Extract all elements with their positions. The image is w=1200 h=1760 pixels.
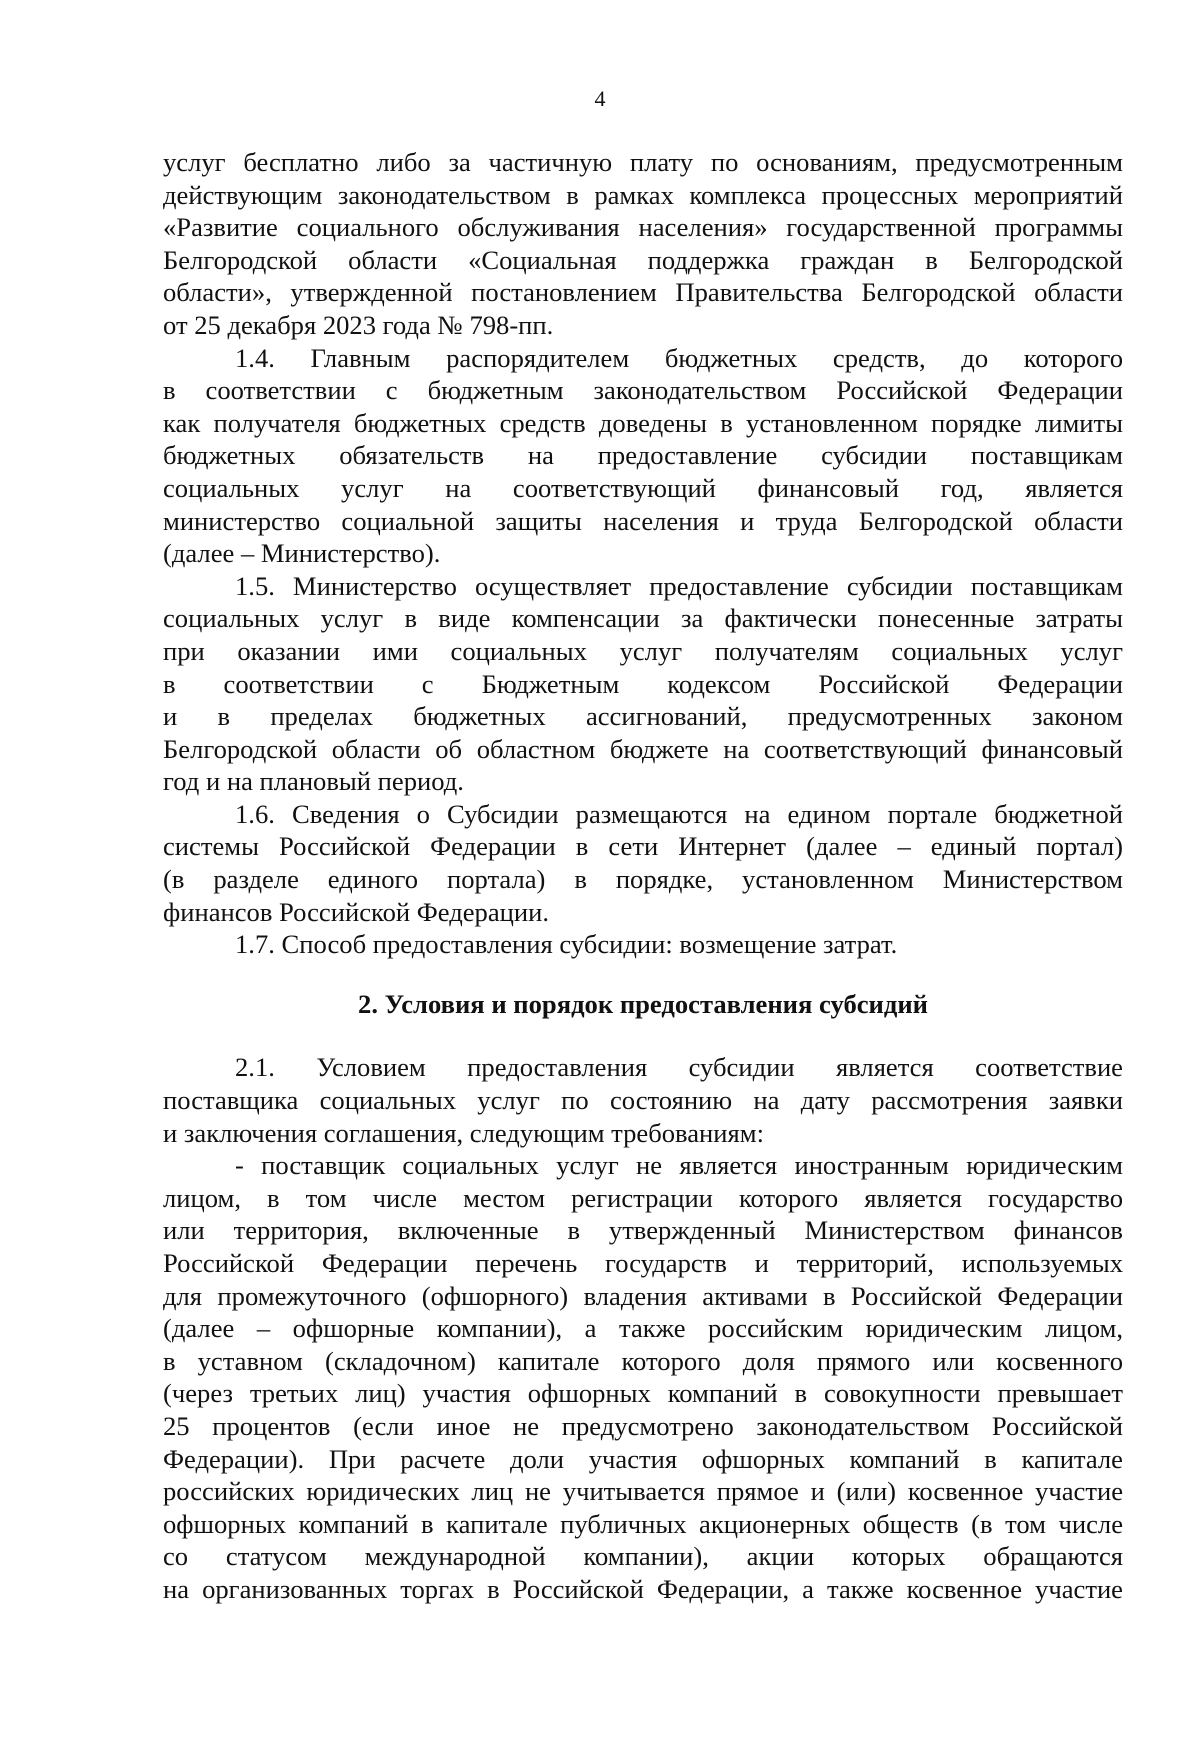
text-line: поставщика социальных услуг по состоянию на дату рассмотрения заявки [163,1085,1123,1116]
document-body [163,146,1123,1606]
paragraph-1-7 [163,928,1123,961]
paragraph-1-6 [163,798,1123,928]
text-line: в соответствии с бюджетным законодательством Российской Федерации [163,375,1123,406]
text-line: и в пределах бюджетных ассигнований, предусмотренных законом [163,701,1123,732]
page-number: 4 [594,86,606,111]
paragraph-1-5 [163,570,1123,798]
text-line: 1.4. Главным распорядителем бюджетных средств, до которого [235,342,1123,373]
text-line: в соответствии с Бюджетным кодексом Российской Федерации [163,668,1123,699]
paragraph-continuation [163,146,1123,342]
text-line: и заключения соглашения, следующим требованиям: [163,1117,764,1148]
text-line: (в разделе единого портала) в порядке, установленном Министерством [163,864,1123,895]
text-line: области», утвержденной постановлением Правительства Белгородской области [163,277,1123,308]
text-line: или территория, включенные в утвержденный Министерством финансов [163,1215,1123,1246]
text-line: (далее – Министерство). [163,538,441,569]
text-line: офшорных компаний в капитале публичных акционерных обществ (в том числе [163,1508,1123,1539]
text-line: (через третьих лиц) участия офшорных компаний в совокупности превышает [163,1378,1123,1409]
paragraph-2-1 [163,1051,1123,1149]
text-line: действующим законодательством в рамках комплекса процессных мероприятий [163,179,1123,210]
text-line: финансов Российской Федерации. [163,896,549,927]
text-line: 1.6. Сведения о Субсидии размещаются на едином портале бюджетной [235,798,1123,829]
paragraph-1-4 [163,342,1123,570]
section-heading: 2. Условия и порядок предоставления субсидий [358,988,928,1019]
text-line: (далее – офшорные компании), а также российским юридическим лицом, [163,1313,1123,1344]
text-line: Федерации). При расчете доли участия офшорных компаний в капитале [163,1443,1123,1474]
text-line: 1.5. Министерство осуществляет предоставление субсидии поставщикам [235,570,1123,601]
text-line: 25 процентов (если иное не предусмотрено законодательством Российской [163,1410,1123,1441]
text-line: министерство социальной защиты населения и труда Белгородской области [163,505,1123,536]
text-line: «Развитие социального обслуживания населения» государственной программы [163,212,1123,243]
text-line: Белгородской области об областном бюджете на соответствующий финансовый [163,733,1123,764]
text-line: Белгородской области «Социальная поддержка граждан в Белгородской [163,244,1123,275]
text-line: услуг бесплатно либо за частичную плату по основаниям, предусмотренным [163,147,1123,177]
text-line: - поставщик социальных услуг не является иностранным юридическим [235,1150,1123,1181]
text-line: системы Российской Федерации в сети Интернет (далее – единый портал) [163,831,1123,862]
text-line: лицом, в том числе местом регистрации которого является государство [163,1182,1123,1213]
text-line: при оказании ими социальных услуг получателям социальных услуг [163,635,1123,666]
text-line: 2.1. Условием предоставления субсидии является соответствие [235,1052,1123,1083]
text-line: Российской Федерации перечень государств и территорий, используемых [163,1248,1123,1278]
text-line: 1.7. Способ предоставления субсидии: возмещение затрат. [235,929,898,960]
text-line: на организованных торгах в Российской Федерации, а также косвенное участие [163,1573,1123,1604]
text-line: российских юридических лиц не учитывается прямое и (или) косвенное участие [163,1476,1123,1507]
text-line: как получателя бюджетных средств доведены в установленном порядке лимиты [163,407,1123,438]
text-line: бюджетных обязательств на предоставление субсидии поставщикам [163,440,1123,471]
paragraph-bullet-offshore [163,1149,1123,1605]
text-line: в уставном (складочном) капитале которого доля прямого или косвенного [163,1345,1123,1376]
text-line: от 25 декабря 2023 года № 798-пп. [163,309,554,340]
text-line: социальных услуг в виде компенсации за фактически понесенные затраты [163,603,1123,634]
text-line: со статусом международной компании), акции которых обращаются [163,1541,1123,1572]
text-line: для промежуточного (офшорного) владения активами в Российской Федерации [163,1280,1123,1311]
text-line: год и на плановый период. [163,766,464,797]
text-line: социальных услуг на соответствующий финансовый год, является [163,472,1123,503]
